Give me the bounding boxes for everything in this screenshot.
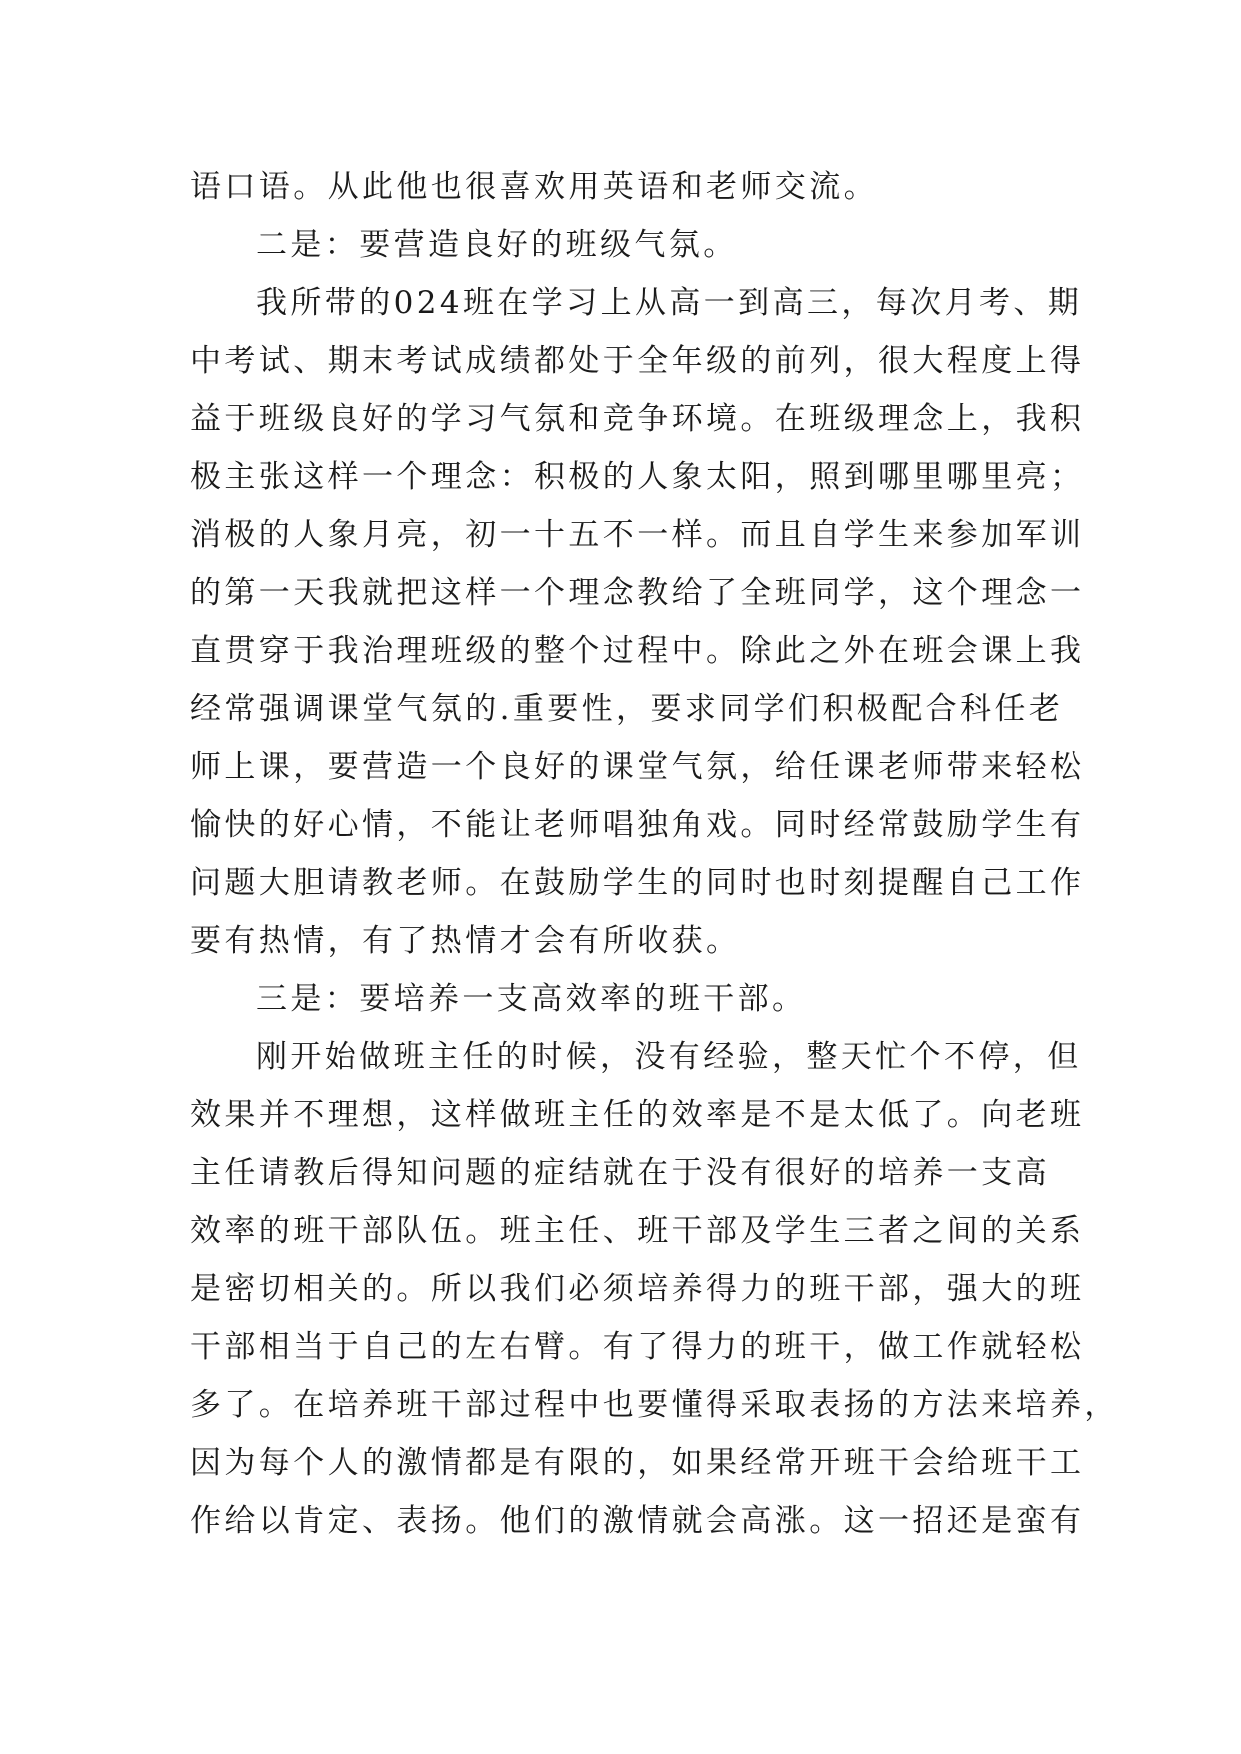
text-line: 效率的班干部队伍。班主任、班干部及学生三者之间的关系 [190, 1213, 1085, 1249]
text-line: 的第一天我就把这样一个理念教给了全班同学，这个理念一 [190, 575, 1085, 611]
text-line: 问题大胆请教老师。在鼓励学生的同时也时刻提醒自己工作 [190, 865, 1085, 901]
text-line: 多了。在培养班干部过程中也要懂得采取表扬的方法来培养， [190, 1387, 1119, 1423]
text-line: 语口语。从此他也很喜欢用英语和老师交流。 [190, 169, 878, 205]
text-line: 效果并不理想，这样做班主任的效率是不是太低了。向老班 [190, 1097, 1085, 1133]
text-line: 干部相当于自己的左右臂。有了得力的班干，做工作就轻松 [190, 1329, 1085, 1365]
text-line: 是密切相关的。所以我们必须培养得力的班干部，强大的班 [190, 1271, 1085, 1307]
text-line: 师上课，要营造一个良好的课堂气氛，给任课老师带来轻松 [190, 749, 1085, 785]
text-line: 直贯穿于我治理班级的整个过程中。除此之外在班会课上我 [190, 633, 1085, 669]
text-line: 刚开始做班主任的时候，没有经验，整天忙个不停，但 [256, 1039, 1082, 1075]
text-line: 因为每个人的激情都是有限的，如果经常开班干会给班干工 [190, 1445, 1085, 1481]
text-line: 主任请教后得知问题的症结就在于没有很好的培养一支高 [190, 1155, 1050, 1191]
text-line: 要有热情，有了热情才会有所收获。 [190, 923, 741, 959]
section-heading: 二是：要营造良好的班级气氛。 [256, 227, 738, 263]
text-line: 经常强调课堂气氛的.重要性，要求同学们积极配合科任老 [190, 691, 1064, 727]
text-line: 益于班级良好的学习气氛和竞争环境。在班级理念上，我积 [190, 401, 1085, 437]
section-heading: 三是：要培养一支高效率的班干部。 [256, 981, 807, 1017]
text-line: 极主张这样一个理念：积极的人象太阳，照到哪里哪里亮； [190, 459, 1085, 495]
text-line: 作给以肯定、表扬。他们的激情就会高涨。这一招还是蛮有 [190, 1503, 1085, 1539]
text-line: 中考试、期末考试成绩都处于全年级的前列，很大程度上得 [190, 343, 1085, 379]
text-line: 愉快的好心情，不能让老师唱独角戏。同时经常鼓励学生有 [190, 807, 1085, 843]
text-line: 消极的人象月亮，初一十五不一样。而且自学生来参加军训 [190, 517, 1085, 553]
text-line: 我所带的024班在学习上从高一到高三，每次月考、期 [256, 285, 1083, 321]
